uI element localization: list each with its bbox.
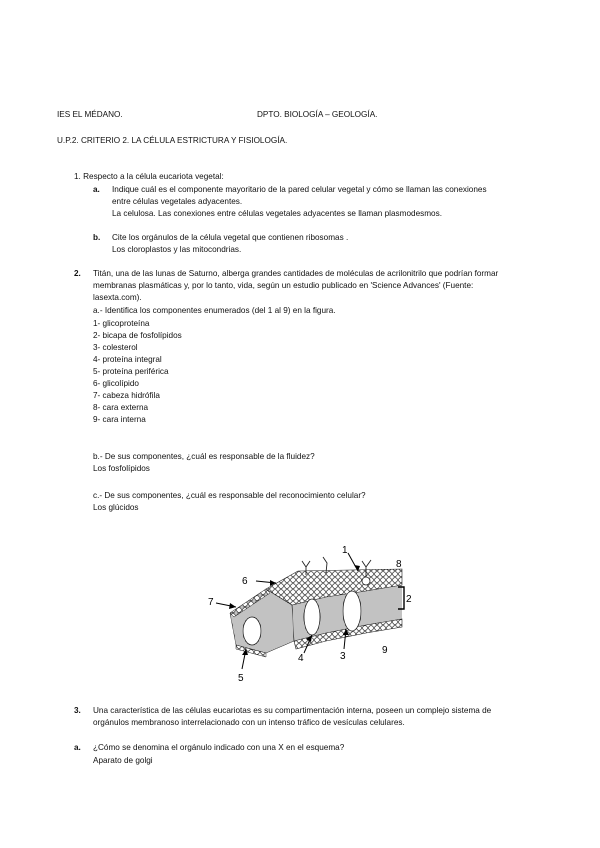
peripheral-protein (243, 617, 261, 645)
q3-text-line1: Una característica de las células eucariotas es su compartimentación interna, poseen un complejo sistema de (93, 706, 492, 715)
q3-number: 3. (74, 706, 81, 715)
q2-a-question: a.- Identifica los componentes enumerados (del 1 al 9) en la figura. (93, 306, 336, 315)
q3-text-line2: orgánulos membranoso interrelacionado con un intenso tráfico de vesículas celulares. (93, 718, 405, 727)
q2-c-answer: Los glúcidos (93, 503, 139, 512)
membrane-figure (206, 541, 416, 685)
q1-a-marker: a. (93, 185, 100, 194)
component-item: 2- bicapa de fosfolípidos (93, 331, 182, 340)
q2-b-answer: Los fosfolípidos (93, 464, 150, 473)
unit-title: U.P.2. CRITERIO 2. LA CÉLULA ESTRICTURA Y FISIOLOGÍA. (57, 136, 288, 145)
department-name: DPTO. BIOLOGÍA – GEOLOGÍA. (257, 110, 378, 119)
figure-label-1: 1 (342, 545, 348, 556)
q2-text-line1: Titán, una de las lunas de Saturno, alberga grandes cantidades de moléculas de acrilonitrilo que podrían formar (93, 269, 499, 278)
q2-text-line3: lasexta.com). (93, 293, 142, 302)
component-item: 7- cabeza hidrófila (93, 391, 160, 400)
figure-label-5: 5 (238, 673, 244, 684)
component-item: 6- glicolípido (93, 379, 139, 388)
q3-a-marker: a. (74, 743, 81, 752)
integral-protein (304, 599, 320, 635)
figure-label-2: 2 (406, 594, 412, 605)
integral-protein (343, 591, 361, 631)
q1-title: 1. Respecto a la célula eucariota vegetal: (74, 172, 224, 181)
q1-b-answer: Los cloroplastos y las mitocondrias. (112, 245, 242, 254)
figure-label-8: 8 (396, 559, 402, 570)
q3-a-question: ¿Cómo se denomina el orgánulo indicado con una X en el esquema? (93, 743, 345, 752)
school-name: IES EL MÉDANO. (57, 110, 123, 119)
component-item: 9- cara interna (93, 415, 146, 424)
q1-b-question: Cite los orgánulos de la célula vegetal que contienen ribosomas . (112, 233, 349, 242)
component-item: 5- proteína periférica (93, 367, 169, 376)
figure-label-7: 7 (208, 597, 214, 608)
q1-a-question-line2: entre células vegetales adyacentes. (112, 197, 243, 206)
q1-a-question-line1: Indique cuál es el componente mayoritario de la pared celular vegetal y cómo se llaman las conexiones (112, 185, 487, 194)
component-item: 3- colesterol (93, 343, 138, 352)
figure-label-9: 9 (382, 645, 388, 656)
q2-c-question: c.- De sus componentes, ¿cuál es responsable del reconocimiento celular? (93, 491, 366, 500)
component-item: 4- proteína integral (93, 355, 162, 364)
component-item: 8- cara externa (93, 403, 149, 412)
q2-text-line2: membranas plasmáticas y, por lo tanto, vida, según un estudio publicado en 'Science Advances' (Fuente: (93, 281, 474, 290)
q3-a-answer: Aparato de golgi (93, 756, 153, 765)
figure-label-4: 4 (298, 653, 304, 664)
figure-label-3: 3 (340, 651, 346, 662)
q2-number: 2. (74, 269, 81, 278)
q1-b-marker: b. (93, 233, 101, 242)
q1-a-answer: La celulosa. Las conexiones entre células vegetales adyacentes se llaman plasmodesmos. (112, 209, 442, 218)
q2-b-question: b.- De sus componentes, ¿cuál es responsable de la fluidez? (93, 452, 315, 461)
component-item: 1- glicoproteína (93, 319, 150, 328)
figure-label-6: 6 (242, 576, 248, 587)
